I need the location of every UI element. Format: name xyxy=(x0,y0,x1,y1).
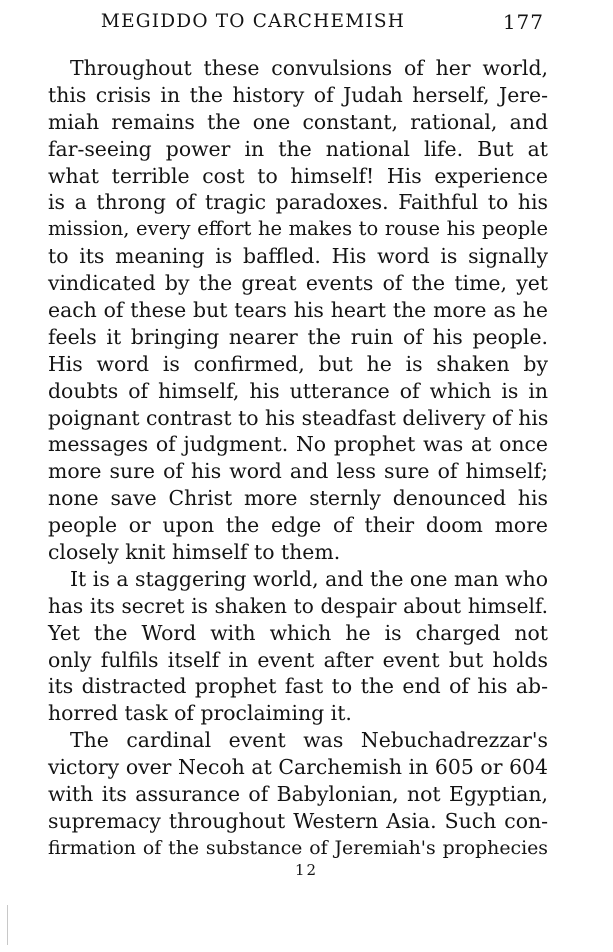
paragraph xyxy=(48,727,548,861)
text-line: His word is confirmed, but he is shaken by xyxy=(48,351,548,376)
running-head: MEGIDDO TO CARCHEMISH xyxy=(100,11,406,32)
page-header xyxy=(48,8,548,36)
page-number: 177 xyxy=(502,10,544,34)
text-line: each of these but tears his heart the more as he xyxy=(48,298,548,323)
text-line: more sure of his word and less sure of himself; xyxy=(48,459,548,484)
text-line: Yet the Word with which he is charged not xyxy=(48,620,548,645)
paragraph xyxy=(48,566,548,727)
text-line: feels it bringing nearer the ruin of his people. xyxy=(48,324,548,349)
text-line: The cardinal event was Nebuchadrezzar's xyxy=(70,728,548,753)
body-text xyxy=(48,55,548,862)
text-line: doubts of himself, his utterance of which is in xyxy=(48,378,548,403)
text-line: has its secret is shaken to despair about himself. xyxy=(48,593,548,618)
text-line: mission, every effort he makes to rouse his people xyxy=(48,217,548,241)
text-line: closely knit himself to them. xyxy=(48,540,341,565)
text-line: to its meaning is baffled. His word is signally xyxy=(48,244,548,269)
text-line: vindicated by the great events of the time, yet xyxy=(48,271,548,296)
text-line: supremacy throughout Western Asia. Such con- xyxy=(48,808,548,833)
paragraph xyxy=(48,55,548,566)
text-line: poignant contrast to his steadfast delivery of his xyxy=(48,405,549,430)
text-line: none save Christ more sternly denounced his xyxy=(48,486,548,511)
text-line: Throughout these convulsions of her world, xyxy=(70,56,548,80)
text-line: only fulfils itself in event after event but holds xyxy=(48,647,548,672)
text-line: messages of judgment. No prophet was at once xyxy=(48,432,548,457)
text-line: is a throng of tragic paradoxes. Faithful to his xyxy=(48,190,548,215)
page-edge-line xyxy=(7,905,8,945)
text-line: this crisis in the history of Judah herself, Jere- xyxy=(48,82,548,107)
text-line: its distracted prophet fast to the end of his ab- xyxy=(48,674,548,699)
text-line: It is a staggering world, and the one man who xyxy=(70,566,548,591)
text-line: people or upon the edge of their doom more xyxy=(48,513,548,538)
text-line: far-seeing power in the national life. But at xyxy=(48,136,548,161)
text-line: horred task of proclaiming it. xyxy=(48,701,352,726)
text-line: what terrible cost to himself! His experience xyxy=(48,163,548,188)
text-line: victory over Necoh at Carchemish in 605 or 604 xyxy=(48,755,548,780)
text-line: with its assurance of Babylonian, not Egyptian, xyxy=(48,782,548,807)
signature-mark: 12 xyxy=(294,861,319,879)
text-line: miah remains the one constant, rational, and xyxy=(48,109,548,134)
text-line: firmation of the substance of Jeremiah's prophecies xyxy=(48,836,548,859)
